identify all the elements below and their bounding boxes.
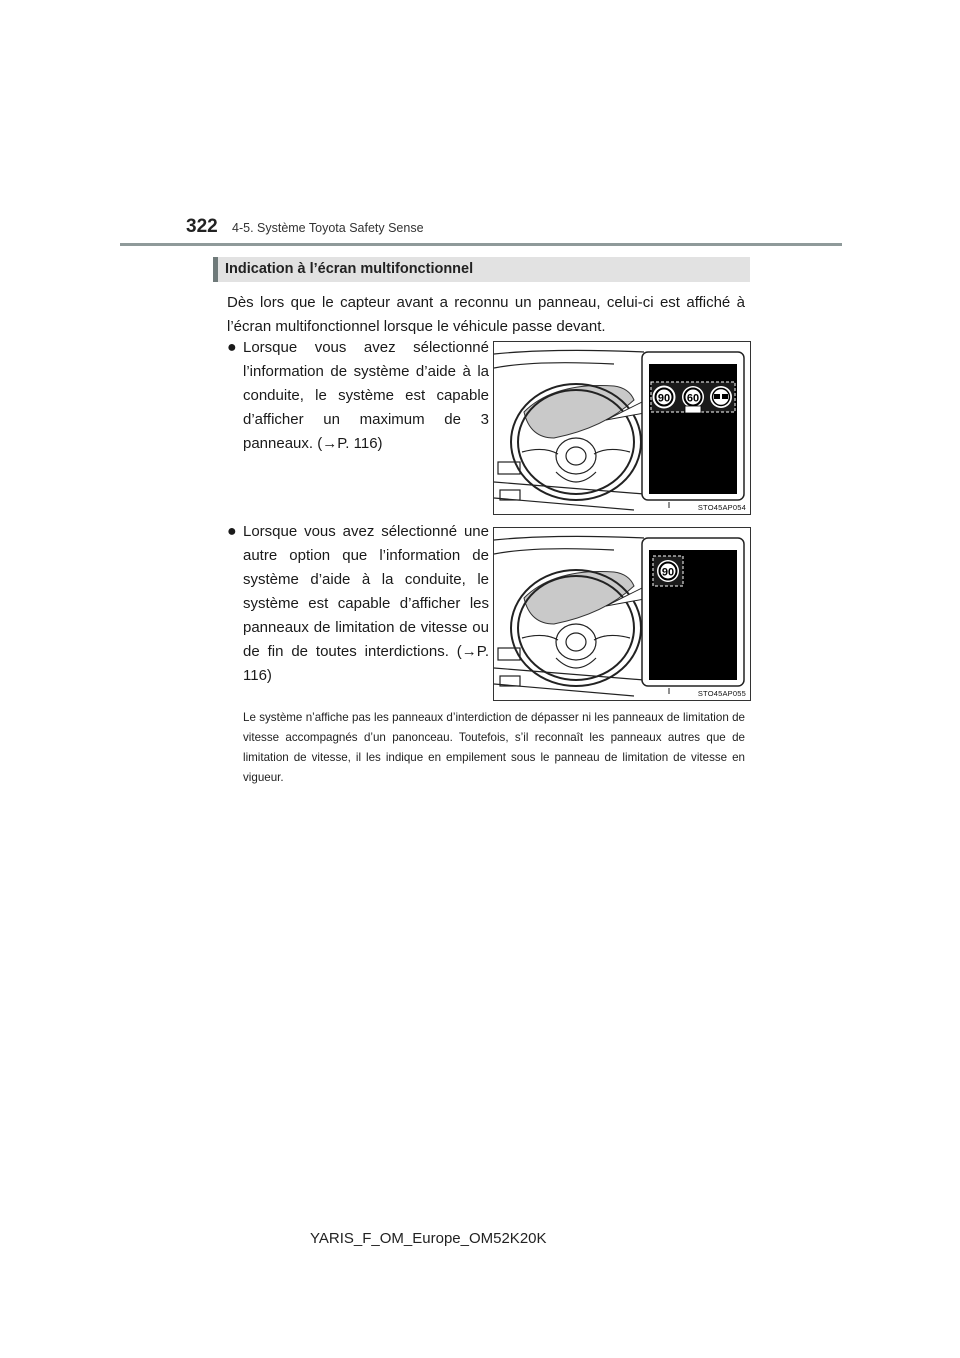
sign-1-value: 90 xyxy=(657,392,671,405)
bullet-text-2: Lorsque vous avez sélectionné une autre option que l’information de système d’aide à la conduite, le système est capable d’afficher les panneaux de limitation de vitesse ou de fin de toutes interdictions. (→P. 116) xyxy=(243,523,489,684)
bullet-icon: ● xyxy=(227,523,237,540)
header-divider xyxy=(120,243,842,246)
figure-code-2: STO45AP055 xyxy=(697,689,746,698)
note-paragraph: Le système n’affiche pas les panneaux d’interdiction de dépasser ni les panneaux de limitation de vitesse accompagnés d’un panonceau. Toutefois, s’il reconnaît les panneaux autres que de limitation de vitesse, il les indique en empilement sous le panneau de limitation de vitesse en vigueur. xyxy=(243,711,745,784)
figure-1-multi-display-three-signs xyxy=(493,341,751,515)
section-accent xyxy=(213,257,218,282)
dashboard-illustration-2 xyxy=(494,528,750,700)
section-heading xyxy=(213,257,750,282)
bullet-icon: ● xyxy=(227,339,237,356)
chapter-title: 4-5. Système Toyota Safety Sense xyxy=(232,221,424,235)
sign-speed-value: 90 xyxy=(661,566,675,579)
dashboard-illustration-1 xyxy=(494,342,750,514)
footer-document-id: YARIS_F_OM_Europe_OM52K20K xyxy=(310,1230,547,1247)
intro-paragraph: Dès lors que le capteur avant a reconnu un panneau, celui-ci est affiché à l’écran multifonctionnel lorsque le véhicule passe devant. xyxy=(227,294,745,335)
page-number: 322 xyxy=(186,216,218,237)
bullet-text-1: Lorsque vous avez sélectionné l’information de système d’aide à la conduite, le système est capable d’afficher un maximum de 3 panneaux. (→P. 116) xyxy=(243,339,489,452)
section-title: Indication à l’écran multifonctionnel xyxy=(225,261,474,277)
sign-2-value: 60 xyxy=(686,392,700,405)
figure-code-1: STO45AP054 xyxy=(697,503,746,512)
figure-2-multi-display-speed-sign xyxy=(493,527,751,701)
